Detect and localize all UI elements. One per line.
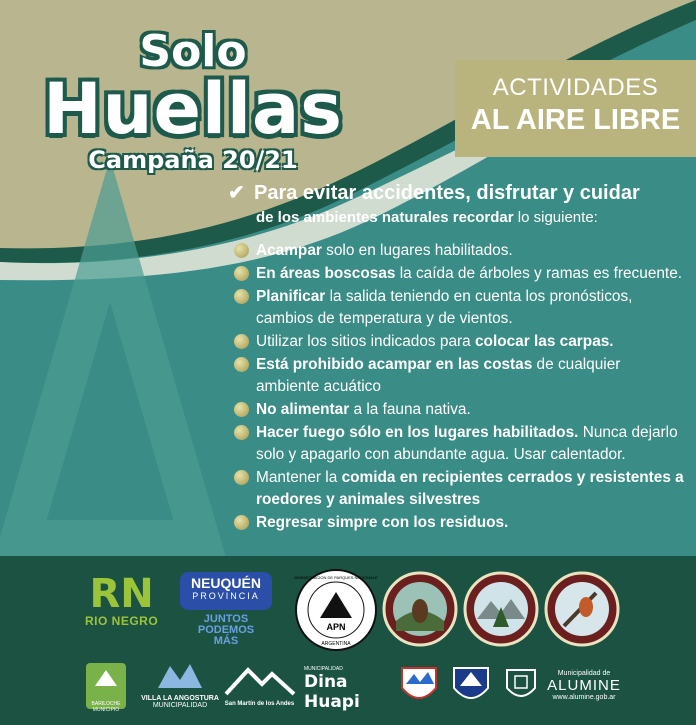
svg-text:APN: APN xyxy=(326,622,346,632)
list-item: Regresar simpre con los residuos. xyxy=(234,512,686,534)
list-item: Acampar solo en lugares habilitados. xyxy=(234,240,686,262)
intro-text xyxy=(228,180,640,226)
intro-heading: Para evitar accidentes, disfrutar y cuidar xyxy=(254,182,640,204)
park-seal-2 xyxy=(463,571,539,652)
check-icon: ✔ xyxy=(228,182,245,204)
apn-seal-icon xyxy=(294,568,378,652)
bariloche-logo: BARILOCHE MUNICIPIO xyxy=(85,662,127,713)
list-item: Está prohibido acampar en las costas de cualquier ambiente acuático xyxy=(234,354,686,398)
svg-text:ARGENTINA: ARGENTINA xyxy=(321,641,351,647)
park-seal-icon xyxy=(463,571,539,647)
activities-badge xyxy=(455,60,696,157)
bullet-icon xyxy=(234,289,249,304)
rio-negro-logo: RN RIO NEGRO xyxy=(85,571,159,628)
bullet-icon xyxy=(234,402,249,417)
shield-icon xyxy=(505,668,537,704)
bullet-icon xyxy=(234,334,249,349)
bullet-icon xyxy=(234,470,249,485)
alumine-logo: Municipalidad de ALUMINE www.alumine.gob.ar xyxy=(547,670,621,701)
intro-line-2-rest: lo siguiente: xyxy=(513,209,598,226)
san-martin-logo: San Martín de los Andes xyxy=(222,666,297,707)
list-item: En áreas boscosas la caída de árboles y ramas es frecuente. xyxy=(234,263,686,285)
bullet-icon xyxy=(234,266,249,281)
apn-seal xyxy=(294,568,378,657)
bullet-icon xyxy=(234,357,249,372)
intro-line-1 xyxy=(228,180,640,205)
campaign-year: Campaña 20/21 xyxy=(88,146,298,174)
title-solo: Solo xyxy=(139,26,247,77)
list-item: Hacer fuego sólo en los lugares habilitados. Nunca dejarlo solo y apagarlo con abundante agua. Usar calentador. xyxy=(234,422,686,466)
shield-icon xyxy=(400,664,438,708)
park-seal-3 xyxy=(544,571,620,652)
list-item: Planificar la salida teniendo en cuenta los pronósticos, cambios de temperatura y de vientos. xyxy=(234,286,686,330)
recommendations-list xyxy=(234,240,686,535)
intro-line-2 xyxy=(256,209,640,226)
shield-icon xyxy=(452,664,490,708)
shield-logo-1 xyxy=(400,664,438,713)
bullet-icon xyxy=(234,243,249,258)
list-item: No alimentar a la fauna nativa. xyxy=(234,399,686,421)
svg-text:ADMINISTRACION DE PARQUES NACI: ADMINISTRACION DE PARQUES NACIONALES xyxy=(294,575,378,580)
park-seal-1 xyxy=(382,571,458,652)
park-seal-icon xyxy=(544,571,620,647)
mountain-icon xyxy=(222,666,297,696)
campaign-logo xyxy=(28,26,358,174)
neuquen-logo: NEUQUÉN PROVINCIA JUNTOS PODEMOS MÁS xyxy=(180,572,272,647)
villa-icon xyxy=(140,660,220,690)
villa-la-angostura-logo: VILLA LA ANGOSTURA MUNICIPALIDAD xyxy=(140,660,220,709)
bullet-icon xyxy=(234,425,249,440)
title-huellas: Huellas xyxy=(43,68,343,150)
shield-logo-3 xyxy=(505,668,537,709)
list-item: Mantener la comida en recipientes cerrados y resistentes a roedores y animales silvestres xyxy=(234,467,686,511)
dina-huapi-logo: MUNICIPALIDAD Dina Huapi xyxy=(304,666,360,712)
list-item: Utilizar los sitios indicados para colocar las carpas. xyxy=(234,331,686,353)
badge-line-1: ACTIVIDADES xyxy=(492,74,659,101)
intro-line-2-bold: de los ambientes naturales recordar xyxy=(256,209,514,226)
shield-logo-2 xyxy=(452,664,490,713)
park-seal-icon xyxy=(382,571,458,647)
badge-line-2: AL AIRE LIBRE xyxy=(470,104,681,136)
sponsor-footer xyxy=(0,556,696,725)
bullet-icon xyxy=(234,515,249,530)
